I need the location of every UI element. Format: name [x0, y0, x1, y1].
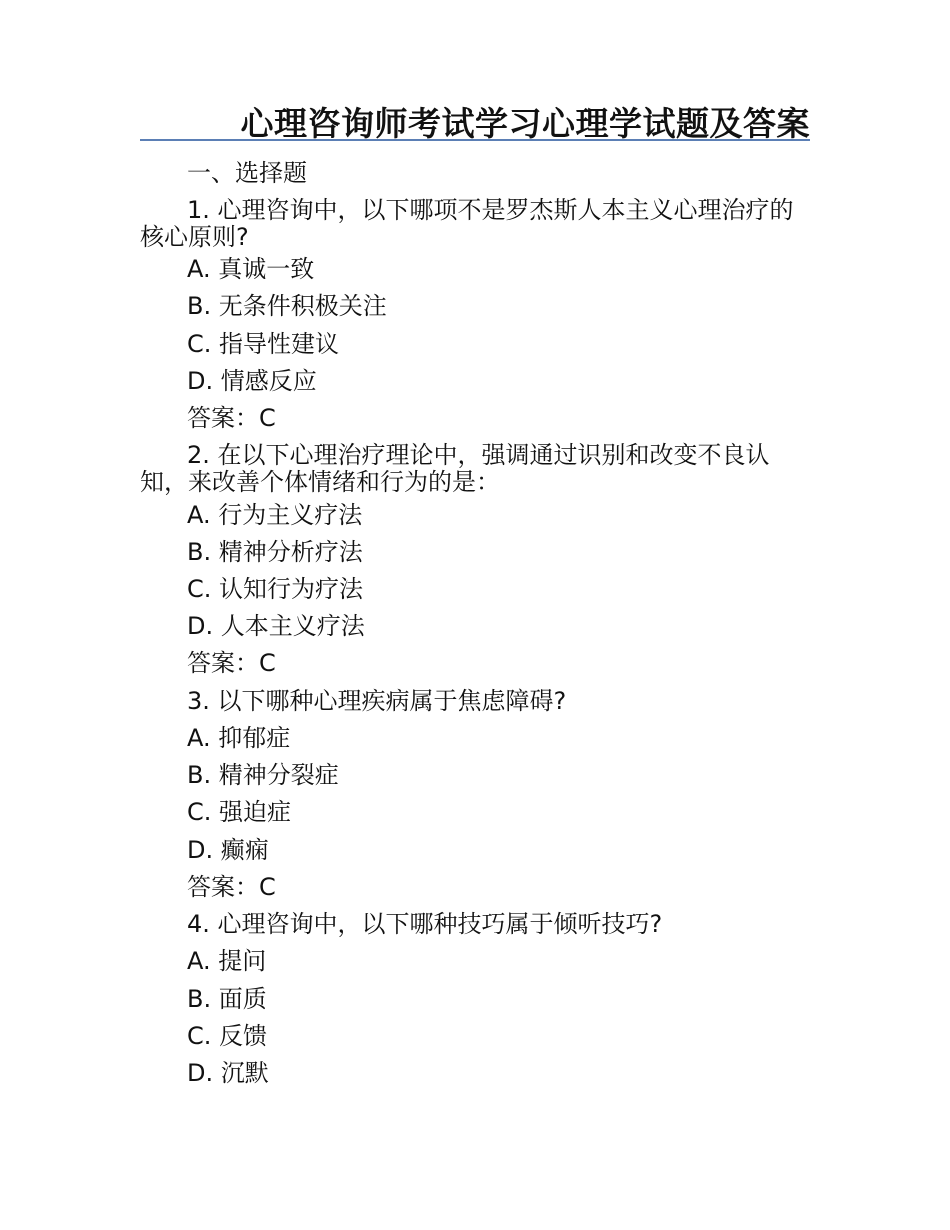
question-2-option-b: B. 精神分析疗法 — [187, 538, 363, 566]
question-2-stem-line1: 2. 在以下心理治疗理论中，强调通过识别和改变不良认 — [187, 441, 770, 469]
question-2-stem — [140, 442, 820, 496]
question-1-option-d: D. 情感反应 — [187, 367, 317, 395]
question-1-stem-line1: 1. 心理咨询中，以下哪项不是罗杰斯人本主义心理治疗的 — [187, 196, 794, 224]
question-1-option-c: C. 指导性建议 — [187, 330, 340, 358]
question-3-option-d: D. 癫痫 — [187, 836, 269, 864]
question-4-option-c: C. 反馈 — [187, 1022, 268, 1050]
question-4-option-a: A. 提问 — [187, 947, 267, 975]
question-3-stem: 3. 以下哪种心理疾病属于焦虑障碍? — [187, 687, 567, 715]
question-2-option-d: D. 人本主义疗法 — [187, 612, 365, 640]
question-3-option-b: B. 精神分裂症 — [187, 761, 339, 789]
title-underline — [140, 139, 810, 141]
question-4-option-d: D. 沉默 — [187, 1059, 269, 1087]
question-4-option-b: B. 面质 — [187, 985, 267, 1013]
question-1-answer: 答案：C — [187, 404, 276, 432]
question-3-option-a: A. 抑郁症 — [187, 724, 291, 752]
question-2-option-c: C. 认知行为疗法 — [187, 575, 364, 603]
question-1-option-a: A. 真诚一致 — [187, 255, 315, 283]
section-heading: 一、选择题 — [187, 159, 307, 187]
question-4-stem: 4. 心理咨询中，以下哪种技巧属于倾听技巧? — [187, 910, 663, 938]
question-3-option-c: C. 强迫症 — [187, 798, 292, 826]
question-2-option-a: A. 行为主义疗法 — [187, 501, 363, 529]
question-1-option-b: B. 无条件积极关注 — [187, 292, 387, 320]
document-title: 心理咨询师考试学习心理学试题及答案 — [240, 104, 810, 143]
question-3-answer: 答案：C — [187, 873, 276, 901]
question-1-stem-line2: 核心原则? — [140, 223, 249, 251]
question-2-stem-line2: 知，来改善个体情绪和行为的是： — [140, 468, 500, 496]
question-2-answer: 答案：C — [187, 649, 276, 677]
question-1-stem — [140, 197, 820, 251]
